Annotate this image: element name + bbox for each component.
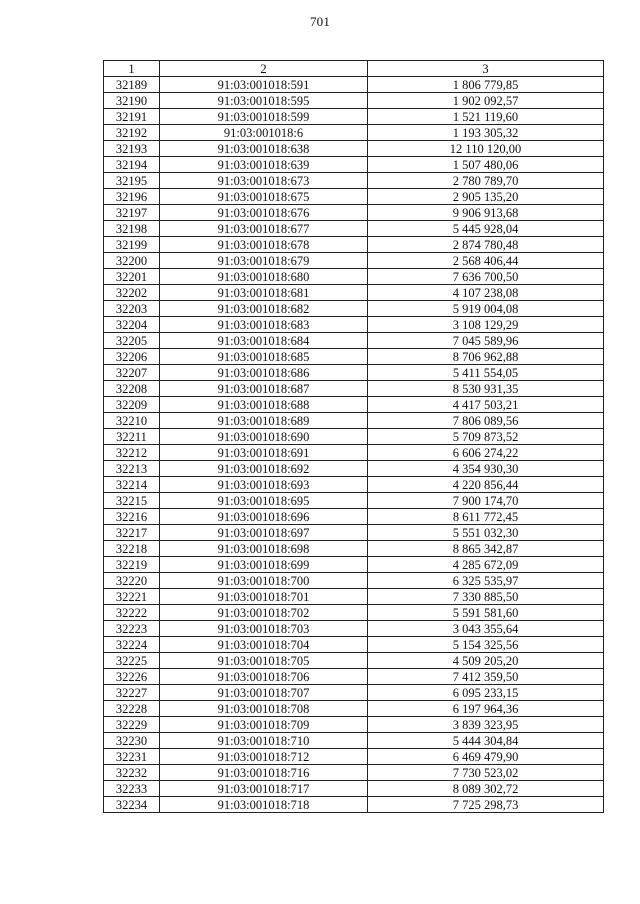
table-row (104, 381, 604, 397)
table-row (104, 125, 604, 141)
table-row (104, 477, 604, 493)
table-row (104, 717, 604, 733)
cadastral-number-cell: 91:03:001018:685 (160, 349, 368, 365)
row-number-cell: 32233 (104, 781, 160, 797)
cadastral-value-cell: 3 839 323,95 (368, 717, 604, 733)
cadastral-number-cell: 91:03:001018:678 (160, 237, 368, 253)
table-row (104, 413, 604, 429)
cadastral-number-cell: 91:03:001018:700 (160, 573, 368, 589)
cadastral-number-cell: 91:03:001018:595 (160, 93, 368, 109)
cadastral-value-cell: 7 806 089,56 (368, 413, 604, 429)
cadastral-number-cell: 91:03:001018:638 (160, 141, 368, 157)
table-row (104, 445, 604, 461)
cadastral-number-cell: 91:03:001018:686 (160, 365, 368, 381)
row-number-cell: 32232 (104, 765, 160, 781)
cadastral-value-cell: 5 551 032,30 (368, 525, 604, 541)
cadastral-number-cell: 91:03:001018:591 (160, 77, 368, 93)
table-row (104, 605, 604, 621)
cadastral-value-cell: 5 444 304,84 (368, 733, 604, 749)
cadastral-value-cell: 1 507 480,06 (368, 157, 604, 173)
cadastral-value-cell: 5 709 873,52 (368, 429, 604, 445)
table-row (104, 237, 604, 253)
table-row (104, 317, 604, 333)
table-row (104, 493, 604, 509)
cadastral-number-cell: 91:03:001018:676 (160, 205, 368, 221)
column-header-2: 2 (160, 61, 368, 77)
cadastral-number-cell: 91:03:001018:709 (160, 717, 368, 733)
cadastral-value-cell: 5 591 581,60 (368, 605, 604, 621)
cadastral-value-cell: 8 706 962,88 (368, 349, 604, 365)
cadastral-value-cell: 7 730 523,02 (368, 765, 604, 781)
row-number-cell: 32216 (104, 509, 160, 525)
cadastral-number-cell: 91:03:001018:706 (160, 669, 368, 685)
row-number-cell: 32189 (104, 77, 160, 93)
table-row (104, 621, 604, 637)
cadastral-value-cell: 1 806 779,85 (368, 77, 604, 93)
row-number-cell: 32196 (104, 189, 160, 205)
cadastral-value-cell: 7 045 589,96 (368, 333, 604, 349)
row-number-cell: 32231 (104, 749, 160, 765)
cadastral-number-cell: 91:03:001018:708 (160, 701, 368, 717)
cadastral-number-cell: 91:03:001018:677 (160, 221, 368, 237)
table-row (104, 797, 604, 813)
cadastral-number-cell: 91:03:001018:697 (160, 525, 368, 541)
cadastral-number-cell: 91:03:001018:692 (160, 461, 368, 477)
table-row (104, 573, 604, 589)
cadastral-value-cell: 5 919 004,08 (368, 301, 604, 317)
cadastral-number-cell: 91:03:001018:695 (160, 493, 368, 509)
cadastral-number-cell: 91:03:001018:688 (160, 397, 368, 413)
table-row (104, 509, 604, 525)
table-row (104, 93, 604, 109)
cadastral-number-cell: 91:03:001018:701 (160, 589, 368, 605)
column-header-3: 3 (368, 61, 604, 77)
table-row (104, 541, 604, 557)
cadastral-value-cell: 2 874 780,48 (368, 237, 604, 253)
header-row (104, 61, 604, 77)
table-row (104, 461, 604, 477)
row-number-cell: 32225 (104, 653, 160, 669)
cadastral-number-cell: 91:03:001018:680 (160, 269, 368, 285)
row-number-cell: 32210 (104, 413, 160, 429)
row-number-cell: 32213 (104, 461, 160, 477)
row-number-cell: 32217 (104, 525, 160, 541)
column-header-1: 1 (104, 61, 160, 77)
table-row (104, 109, 604, 125)
cadastral-value-cell: 7 412 359,50 (368, 669, 604, 685)
row-number-cell: 32190 (104, 93, 160, 109)
table-row (104, 141, 604, 157)
table-row (104, 781, 604, 797)
table-row (104, 349, 604, 365)
cadastral-value-cell: 5 445 928,04 (368, 221, 604, 237)
row-number-cell: 32222 (104, 605, 160, 621)
row-number-cell: 32234 (104, 797, 160, 813)
cadastral-number-cell: 91:03:001018:682 (160, 301, 368, 317)
row-number-cell: 32224 (104, 637, 160, 653)
cadastral-number-cell: 91:03:001018:716 (160, 765, 368, 781)
cadastral-number-cell: 91:03:001018:687 (160, 381, 368, 397)
row-number-cell: 32215 (104, 493, 160, 509)
table-row (104, 173, 604, 189)
cadastral-value-cell: 3 108 129,29 (368, 317, 604, 333)
table-row (104, 397, 604, 413)
cadastral-number-cell: 91:03:001018:718 (160, 797, 368, 813)
row-number-cell: 32204 (104, 317, 160, 333)
row-number-cell: 32207 (104, 365, 160, 381)
row-number-cell: 32219 (104, 557, 160, 573)
cadastral-number-cell: 91:03:001018:693 (160, 477, 368, 493)
cadastral-number-cell: 91:03:001018:710 (160, 733, 368, 749)
row-number-cell: 32192 (104, 125, 160, 141)
cadastral-value-cell: 8 530 931,35 (368, 381, 604, 397)
row-number-cell: 32203 (104, 301, 160, 317)
table-row (104, 749, 604, 765)
row-number-cell: 32226 (104, 669, 160, 685)
table-header (104, 61, 604, 77)
table-body (104, 77, 604, 813)
cadastral-value-cell: 1 902 092,57 (368, 93, 604, 109)
table-row (104, 157, 604, 173)
table-row (104, 301, 604, 317)
cadastral-value-cell: 1 521 119,60 (368, 109, 604, 125)
cadastral-value-cell: 2 780 789,70 (368, 173, 604, 189)
row-number-cell: 32228 (104, 701, 160, 717)
page-number: 701 (309, 14, 331, 29)
cadastral-number-cell: 91:03:001018:717 (160, 781, 368, 797)
row-number-cell: 32209 (104, 397, 160, 413)
cadastral-value-cell: 7 330 885,50 (368, 589, 604, 605)
table-row (104, 253, 604, 269)
row-number-cell: 32195 (104, 173, 160, 189)
cadastral-number-cell: 91:03:001018:599 (160, 109, 368, 125)
row-number-cell: 32212 (104, 445, 160, 461)
table-row (104, 557, 604, 573)
row-number-cell: 32194 (104, 157, 160, 173)
table-row (104, 653, 604, 669)
row-number-cell: 32221 (104, 589, 160, 605)
row-number-cell: 32206 (104, 349, 160, 365)
cadastral-number-cell: 91:03:001018:690 (160, 429, 368, 445)
table-row (104, 733, 604, 749)
cadastral-value-cell: 6 095 233,15 (368, 685, 604, 701)
cadastral-value-cell: 4 417 503,21 (368, 397, 604, 413)
cadastral-number-cell: 91:03:001018:6 (160, 125, 368, 141)
cadastral-number-cell: 91:03:001018:684 (160, 333, 368, 349)
cadastral-value-table (103, 60, 604, 813)
cadastral-number-cell: 91:03:001018:681 (160, 285, 368, 301)
cadastral-number-cell: 91:03:001018:698 (160, 541, 368, 557)
table-row (104, 77, 604, 93)
cadastral-number-cell: 91:03:001018:705 (160, 653, 368, 669)
row-number-cell: 32197 (104, 205, 160, 221)
cadastral-number-cell: 91:03:001018:639 (160, 157, 368, 173)
cadastral-value-cell: 3 043 355,64 (368, 621, 604, 637)
cadastral-value-cell: 12 110 120,00 (368, 141, 604, 157)
table-row (104, 589, 604, 605)
table-row (104, 701, 604, 717)
cadastral-number-cell: 91:03:001018:673 (160, 173, 368, 189)
table-row (104, 333, 604, 349)
table-row (104, 285, 604, 301)
cadastral-number-cell: 91:03:001018:679 (160, 253, 368, 269)
row-number-cell: 32227 (104, 685, 160, 701)
cadastral-number-cell: 91:03:001018:675 (160, 189, 368, 205)
cadastral-value-cell: 5 154 325,56 (368, 637, 604, 653)
cadastral-number-cell: 91:03:001018:703 (160, 621, 368, 637)
row-number-cell: 32218 (104, 541, 160, 557)
cadastral-number-cell: 91:03:001018:691 (160, 445, 368, 461)
row-number-cell: 32211 (104, 429, 160, 445)
row-number-cell: 32205 (104, 333, 160, 349)
cadastral-value-cell: 2 568 406,44 (368, 253, 604, 269)
cadastral-number-cell: 91:03:001018:696 (160, 509, 368, 525)
cadastral-value-cell: 6 325 535,97 (368, 573, 604, 589)
row-number-cell: 32200 (104, 253, 160, 269)
cadastral-value-cell: 6 469 479,90 (368, 749, 604, 765)
cadastral-value-cell: 8 089 302,72 (368, 781, 604, 797)
row-number-cell: 32230 (104, 733, 160, 749)
cadastral-number-cell: 91:03:001018:704 (160, 637, 368, 653)
row-number-cell: 32229 (104, 717, 160, 733)
row-number-cell: 32199 (104, 237, 160, 253)
cadastral-number-cell: 91:03:001018:699 (160, 557, 368, 573)
row-number-cell: 32191 (104, 109, 160, 125)
cadastral-number-cell: 91:03:001018:683 (160, 317, 368, 333)
cadastral-value-cell: 4 354 930,30 (368, 461, 604, 477)
cadastral-value-cell: 7 725 298,73 (368, 797, 604, 813)
table-row (104, 525, 604, 541)
table-row (104, 685, 604, 701)
cadastral-value-cell: 8 611 772,45 (368, 509, 604, 525)
cadastral-value-cell: 4 285 672,09 (368, 557, 604, 573)
cadastral-value-cell: 4 220 856,44 (368, 477, 604, 493)
table-row (104, 637, 604, 653)
row-number-cell: 32198 (104, 221, 160, 237)
table-row (104, 269, 604, 285)
table-row (104, 205, 604, 221)
table-row (104, 365, 604, 381)
row-number-cell: 32193 (104, 141, 160, 157)
cadastral-value-cell: 8 865 342,87 (368, 541, 604, 557)
row-number-cell: 32214 (104, 477, 160, 493)
table-row (104, 189, 604, 205)
cadastral-value-cell: 4 107 238,08 (368, 285, 604, 301)
cadastral-value-cell: 9 906 913,68 (368, 205, 604, 221)
row-number-cell: 32202 (104, 285, 160, 301)
cadastral-number-cell: 91:03:001018:689 (160, 413, 368, 429)
cadastral-value-cell: 6 197 964,36 (368, 701, 604, 717)
cadastral-number-cell: 91:03:001018:702 (160, 605, 368, 621)
cadastral-value-cell: 7 900 174,70 (368, 493, 604, 509)
row-number-cell: 32223 (104, 621, 160, 637)
cadastral-value-cell: 2 905 135,20 (368, 189, 604, 205)
cadastral-number-cell: 91:03:001018:707 (160, 685, 368, 701)
cadastral-value-cell: 1 193 305,32 (368, 125, 604, 141)
row-number-cell: 32220 (104, 573, 160, 589)
table-row (104, 765, 604, 781)
cadastral-value-cell: 5 411 554,05 (368, 365, 604, 381)
table-row (104, 669, 604, 685)
row-number-cell: 32208 (104, 381, 160, 397)
row-number-cell: 32201 (104, 269, 160, 285)
cadastral-value-cell: 7 636 700,50 (368, 269, 604, 285)
cadastral-value-cell: 4 509 205,20 (368, 653, 604, 669)
cadastral-number-cell: 91:03:001018:712 (160, 749, 368, 765)
table-row (104, 429, 604, 445)
table-row (104, 221, 604, 237)
cadastral-value-cell: 6 606 274,22 (368, 445, 604, 461)
